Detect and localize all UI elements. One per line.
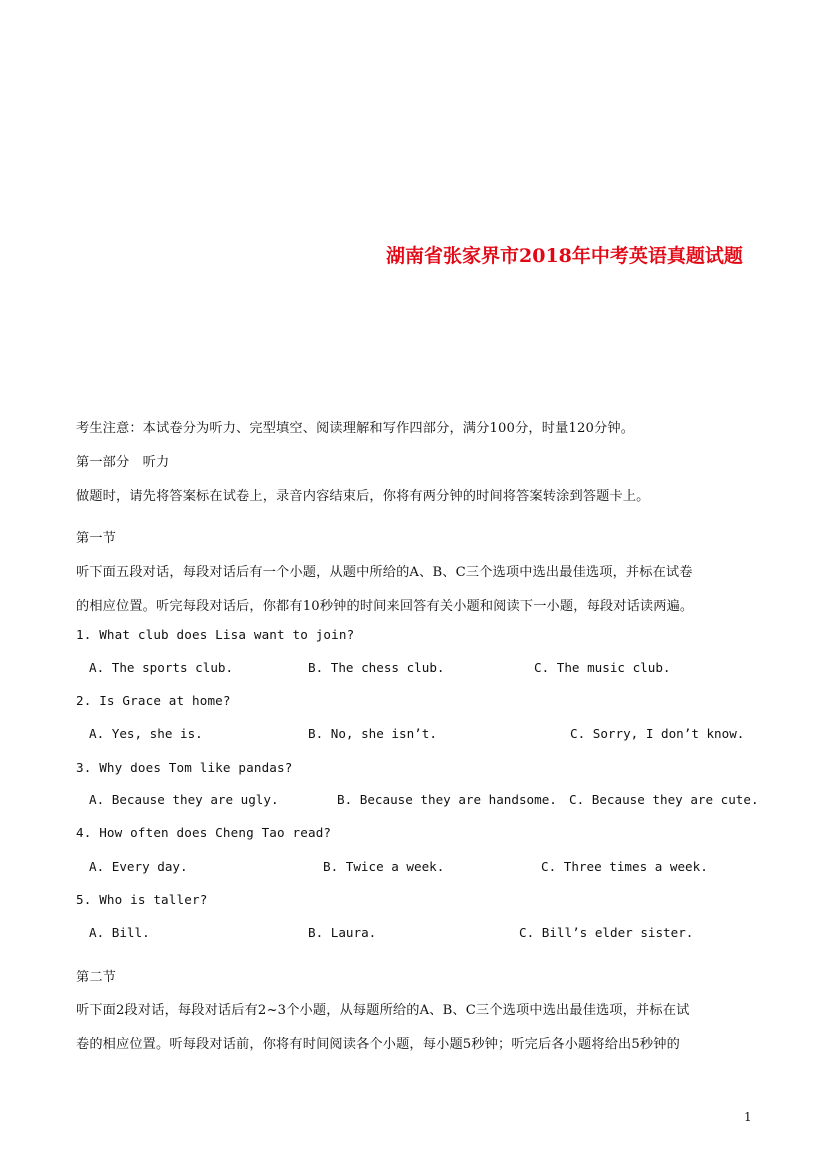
question-3: 3. Why does Tom like pandas?	[76, 760, 293, 775]
q3-option-c: C. Because they are cute.	[569, 792, 759, 807]
q1-option-c: C. The music club.	[534, 660, 671, 675]
question-2: 2. Is Grace at home?	[76, 693, 231, 708]
part1-instruction: 做题时，请先将答案标在试卷上，录音内容结束后，你将有两分钟的时间将答案转涂到答题卡上。	[76, 489, 650, 504]
q2-option-c: C. Sorry, I don’t know.	[570, 726, 745, 741]
notice-text: 考生注意：本试卷分为听力、完型填空、阅读理解和写作四部分，满分100分，时量120分钟。	[76, 421, 635, 436]
document-title: 湖南省张家界市2018年中考英语真题试题	[386, 245, 743, 267]
q1-option-a: A. The sports club.	[89, 660, 234, 675]
q5-option-a: A. Bill.	[89, 925, 150, 940]
q4-option-b: B. Twice a week.	[323, 859, 445, 874]
q2-option-a: A. Yes, she is.	[89, 726, 203, 741]
q5-option-c: C. Bill’s elder sister.	[519, 925, 694, 940]
section2-instruction-line1: 听下面2段对话，每段对话后有2~3个小题，从每题所给的A、B、C三个选项中选出最佳选项，并标在试	[76, 1003, 690, 1018]
question-4: 4. How often does Cheng Tao read?	[76, 825, 332, 840]
q2-option-b: B. No, she isn’t.	[308, 726, 437, 741]
part1-heading: 第一部分 听力	[76, 455, 170, 470]
q4-option-c: C. Three times a week.	[541, 859, 708, 874]
page-number: 1	[744, 1110, 752, 1124]
question-5: 5. Who is taller?	[76, 892, 208, 907]
section2-instruction-line2: 卷的相应位置。听每段对话前，你将有时间阅读各个小题，每小题5秒钟；听完后各小题将给出5秒钟的	[76, 1037, 680, 1052]
q3-option-a: A. Because they are ugly.	[89, 792, 279, 807]
question-1: 1. What club does Lisa want to join?	[76, 627, 355, 642]
q3-option-b: B. Because they are handsome.	[337, 792, 557, 807]
q4-option-a: A. Every day.	[89, 859, 188, 874]
section1-instruction-line1: 听下面五段对话，每段对话后有一个小题，从题中所给的A、B、C三个选项中选出最佳选项，并标在试卷	[76, 565, 693, 580]
section1-instruction-line2: 的相应位置。听完每段对话后，你都有10秒钟的时间来回答有关小题和阅读下一小题，每段对话读两遍。	[76, 599, 694, 614]
section2-heading: 第二节	[76, 970, 117, 985]
q5-option-b: B. Laura.	[308, 925, 377, 940]
q1-option-b: B. The chess club.	[308, 660, 445, 675]
section1-heading: 第一节	[76, 531, 117, 546]
